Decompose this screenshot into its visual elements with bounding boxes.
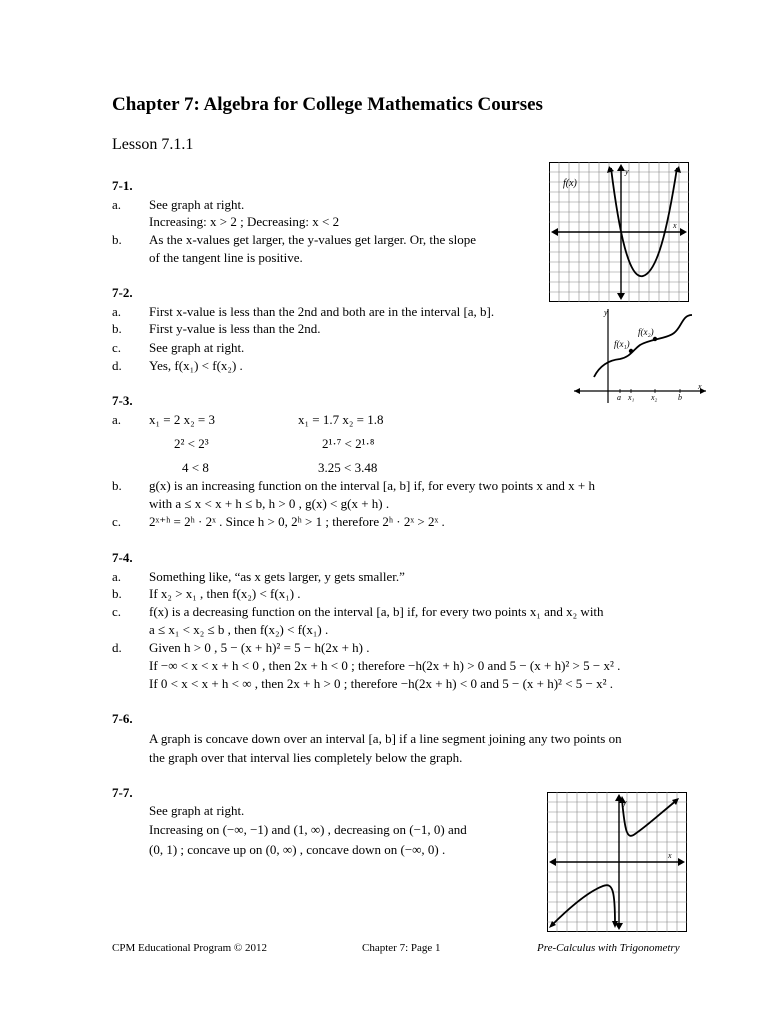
problem-number: 7-3. xyxy=(112,393,133,408)
point-x2 xyxy=(653,337,657,341)
part-label: c. xyxy=(112,514,122,529)
footer-course: Pre-Calculus with Trigonometry xyxy=(537,942,680,954)
answer-text: (0, 1) ; concave up on (0, ∞) , concave down on (−∞, 0) . xyxy=(149,842,446,857)
curve-label: f(x) xyxy=(563,178,577,189)
answer-text: As the x-values get larger, the y-values get larger. Or, the slope xyxy=(149,232,476,247)
part-label: d. xyxy=(112,640,122,655)
y-axis-label: y xyxy=(604,308,608,317)
page-title: Chapter 7: Algebra for College Mathematics Courses xyxy=(112,94,543,115)
x-axis-label: x xyxy=(668,851,672,860)
answer-text: See graph at right. xyxy=(149,197,245,212)
problem-number: 7-2. xyxy=(112,285,133,300)
problem-number: 7-4. xyxy=(112,550,133,565)
function-curve xyxy=(594,315,692,377)
part-label: a. xyxy=(112,197,122,212)
tick-label-b: b xyxy=(678,393,682,402)
footer-page: Chapter 7: Page 1 xyxy=(362,942,441,954)
math-row: 2² < 2³ xyxy=(174,436,209,451)
answer-text: a ≤ x₁ < x₂ ≤ b , then f(x₂) < f(x₁) . xyxy=(149,622,329,637)
lesson-heading: Lesson 7.1.1 xyxy=(112,136,194,153)
part-label: b. xyxy=(112,478,122,493)
answer-text: A graph is concave down over an interval [a, b] if a line segment joining any two points on xyxy=(149,731,622,746)
answer-text: If 0 < x < x + h < ∞ , then 2x + h > 0 ; therefore −h(2x + h) < 0 and 5 − (x + h)² < 5 − x² . xyxy=(149,676,614,691)
y-axis-label: y xyxy=(625,167,629,176)
parabola-graph xyxy=(549,162,689,302)
answer-text: g(x) is an increasing function on the interval [a, b] if, for every two points x and x + h xyxy=(149,478,595,493)
part-label: a. xyxy=(112,412,122,427)
part-label: b. xyxy=(112,586,122,601)
answer-text: f(x) is a decreasing function on the interval [a, b] if, for every two points x₁ and x₂ with xyxy=(149,604,604,619)
math-row: x₁ = 1.7 x₂ = 1.8 xyxy=(298,412,384,427)
answer-text: Given h > 0 , 5 − (x + h)² = 5 − h(2x + h) . xyxy=(149,640,370,655)
fx2-label: f(x₂) xyxy=(638,327,654,337)
answer-text: First x-value is less than the 2nd and both are in the interval [a, b]. xyxy=(149,304,495,319)
part-label: b. xyxy=(112,321,122,336)
answer-text: First y-value is less than the 2nd. xyxy=(149,321,321,336)
math-row: x₁ = 2 x₂ = 3 xyxy=(149,412,215,427)
y-axis-label: y xyxy=(623,798,627,807)
answer-text: Increasing: x > 2 ; Decreasing: x < 2 xyxy=(149,214,340,229)
answer-text: If −∞ < x < x + h < 0 , then 2x + h < 0 ; therefore −h(2x + h) > 0 and 5 − (x + h)² > 5 − x² . xyxy=(149,658,621,673)
answer-text: with a ≤ x < x + h ≤ b, h > 0 , g(x) < g(x + h) . xyxy=(149,496,390,511)
part-label: d. xyxy=(112,358,122,373)
increasing-function-graph xyxy=(570,305,710,405)
answer-text: Yes, f(x₁) < f(x₂) . xyxy=(149,358,243,373)
answer-text: If x₂ > x₁ , then f(x₂) < f(x₁) . xyxy=(149,586,301,601)
tick-label-x2: x₂ xyxy=(651,393,658,402)
problem-number: 7-1. xyxy=(112,178,133,193)
point-x1 xyxy=(629,349,633,353)
answer-text: See graph at right. xyxy=(149,803,245,818)
answer-text: 2ˣ⁺ʰ = 2ʰ · 2ˣ . Since h > 0, 2ʰ > 1 ; therefore 2ʰ · 2ˣ > 2ˣ . xyxy=(149,514,445,529)
footer-publisher: CPM Educational Program © 2012 xyxy=(112,942,268,954)
problem-number: 7-7. xyxy=(112,785,133,800)
answer-text: the graph over that interval lies completely below the graph. xyxy=(149,750,463,765)
math-row: 2¹·⁷ < 2¹·⁸ xyxy=(322,436,375,451)
part-label: b. xyxy=(112,232,122,247)
two-branch-graph xyxy=(547,792,687,932)
part-label: a. xyxy=(112,569,122,584)
fx1-label: f(x₁) xyxy=(614,339,630,349)
answer-text: Something like, “as x gets larger, y gets smaller.” xyxy=(149,569,405,584)
problem-number: 7-6. xyxy=(112,711,133,726)
part-label: c. xyxy=(112,340,122,355)
math-row: 3.25 < 3.48 xyxy=(318,460,378,475)
answer-text: of the tangent line is positive. xyxy=(149,250,303,265)
tick-label-a: a xyxy=(617,393,621,402)
answer-text: See graph at right. xyxy=(149,340,245,355)
x-axis-label: x xyxy=(698,382,702,391)
part-label: a. xyxy=(112,304,122,319)
answer-text: Increasing on (−∞, −1) and (1, ∞) , decreasing on (−1, 0) and xyxy=(149,822,467,837)
math-row: 4 < 8 xyxy=(182,460,209,475)
part-label: c. xyxy=(112,604,122,619)
tick-label-x1: x₁ xyxy=(628,393,635,402)
x-axis-label: x xyxy=(673,221,677,230)
